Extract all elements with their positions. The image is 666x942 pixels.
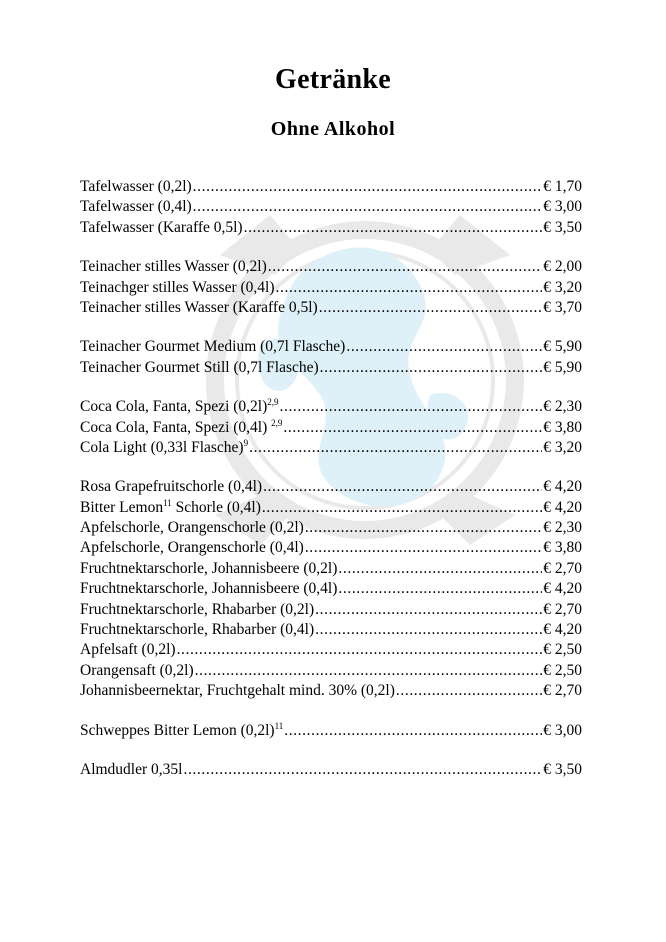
dot-leader (195, 661, 543, 681)
dot-leader (315, 620, 542, 640)
dot-leader (280, 397, 543, 417)
menu-item-name: Almdudler 0,35l (80, 760, 183, 778)
allergen-footnote: 2,9 (267, 397, 279, 408)
menu-item-price: € 4,20 (543, 621, 582, 639)
menu-item (80, 197, 582, 217)
menu-item (80, 397, 582, 417)
menu-item-name: Schweppes Bitter Lemon $(0,2l)^{11}$ (80, 720, 284, 739)
dot-leader (193, 177, 543, 197)
menu-item-price: € 5,90 (543, 358, 582, 376)
menu-item-name: Apfelschorle, Orangenschorle (0,4l) (80, 539, 304, 557)
menu-item-price: € 4,20 (543, 580, 582, 598)
dot-leader (268, 257, 542, 277)
menu-item-price: € 3,00 (543, 198, 582, 216)
menu-item (80, 760, 582, 780)
menu-item-name: Teinacher Gourmet Medium (0,7l Flasche) (80, 338, 346, 356)
allergen-footnote: 9 (243, 437, 249, 448)
menu-item-name: Johannisbeernektar, Fruchtgehalt mind. 30% (0,2l) (80, 682, 395, 700)
menu-item-price: € 3,80 (543, 539, 582, 557)
dot-leader (193, 197, 543, 217)
menu-item (80, 337, 582, 357)
menu-item-price: € 3,80 (543, 418, 582, 436)
menu-group (80, 760, 582, 780)
menu-item-name: Coca Cola, Fanta, Spezi (0,4l) $^{2,9}$ (80, 417, 283, 436)
menu-item-price: € 3,00 (543, 721, 582, 739)
menu-item (80, 218, 582, 238)
drinks-menu (80, 177, 582, 799)
menu-item-price: € 2,50 (543, 641, 582, 659)
menu-group (80, 257, 582, 318)
menu-item-name: Teinachger stilles Wasser (0,4l) (80, 278, 275, 296)
menu-item-price: € 2,00 (543, 258, 582, 276)
menu-item (80, 438, 582, 458)
menu-item (80, 177, 582, 197)
menu-item-name: Coca Cola, Fanta, Spezi $(0,2l)^{2,9}$ (80, 397, 279, 416)
menu-item-name: Tafelwasser (Karaffe 0,5l) (80, 218, 243, 236)
dot-leader (315, 600, 542, 620)
allergen-footnote: 11 (163, 497, 172, 508)
dot-leader (177, 640, 543, 660)
menu-item-name: Rosa Grapefruitschorle (0,4l) (80, 478, 263, 496)
menu-item (80, 358, 582, 378)
menu-item-price: € 5,90 (543, 338, 582, 356)
menu-item (80, 620, 582, 640)
allergen-footnote: 11 (274, 720, 284, 731)
dot-leader (244, 218, 543, 238)
menu-item-price: € 3,70 (543, 298, 582, 316)
menu-item-price: € 3,20 (543, 278, 582, 296)
menu-item-name: Apfelsaft (0,2l) (80, 641, 176, 659)
menu-item (80, 257, 582, 277)
menu-item-price: € 2,70 (543, 600, 582, 618)
dot-leader (262, 498, 542, 518)
menu-item (80, 538, 582, 558)
menu-group (80, 477, 582, 701)
dot-leader (305, 518, 542, 538)
menu-item-price: € 3,50 (543, 760, 582, 778)
menu-group (80, 337, 582, 378)
dot-leader (319, 298, 543, 318)
menu-item-price: € 2,30 (543, 519, 582, 537)
menu-item-price: € 2,70 (543, 559, 582, 577)
menu-group (80, 721, 582, 741)
menu-item-price: € 4,20 (543, 478, 582, 496)
menu-item-price: € 2,30 (543, 398, 582, 416)
dot-leader (284, 721, 542, 741)
dot-leader (283, 418, 542, 438)
menu-item (80, 278, 582, 298)
dot-leader (305, 538, 542, 558)
menu-item (80, 498, 582, 518)
menu-item-price: € 2,50 (543, 661, 582, 679)
dot-leader (249, 438, 542, 458)
menu-item-name: Teinacher stilles Wasser (0,2l) (80, 258, 267, 276)
menu-group (80, 397, 582, 458)
menu-item (80, 418, 582, 438)
dot-leader (276, 278, 543, 298)
menu-group (80, 177, 582, 238)
menu-item (80, 579, 582, 599)
menu-item-name: Fruchtnektarschorle, Johannisbeere (0,4l) (80, 580, 338, 598)
menu-item (80, 518, 582, 538)
dot-leader (183, 760, 542, 780)
menu-item (80, 721, 582, 741)
section-subtitle: Ohne Alkohol (270, 118, 396, 140)
allergen-footnote: 2,9 (271, 417, 283, 428)
menu-item (80, 477, 582, 497)
menu-item-name: Teinacher stilles Wasser (Karaffe 0,5l) (80, 298, 318, 316)
menu-item-price: € 4,20 (543, 498, 582, 516)
menu-item-name: Apfelschorle, Orangenschorle (0,2l) (80, 519, 304, 537)
menu-item-name: Fruchtnektarschorle, Rhabarber (0,4l) (80, 621, 315, 639)
menu-item-name: Tafelwasser (0,2l) (80, 178, 192, 195)
menu-item-price: € 3,20 (543, 438, 582, 456)
menu-item-price: € 3,50 (543, 218, 582, 236)
page-title: Getränke (275, 64, 391, 95)
dot-leader (320, 358, 543, 378)
menu-item (80, 600, 582, 620)
menu-item (80, 661, 582, 681)
menu-item-name: Fruchtnektarschorle, Rhabarber (0,2l) (80, 600, 315, 618)
dot-leader (346, 337, 542, 357)
menu-item-name: Orangensaft (0,2l) (80, 661, 194, 679)
menu-item-name: Fruchtnektarschorle, Johannisbeere (0,2l) (80, 559, 338, 577)
menu-item-price: € 1,70 (543, 178, 582, 195)
menu-item (80, 681, 582, 701)
menu-item-name: Bitter Lemon$^{11}$ Schorle (0,4l) (80, 497, 261, 516)
dot-leader (263, 477, 542, 497)
dot-leader (396, 681, 542, 701)
menu-item-name: Tafelwasser (0,4l) (80, 198, 192, 216)
menu-item (80, 298, 582, 318)
menu-item-name: Cola Light (0,33l Flasche)$^9$ (80, 437, 249, 456)
dot-leader (338, 559, 542, 579)
dot-leader (338, 579, 542, 599)
menu-item (80, 559, 582, 579)
menu-item-name: Teinacher Gourmet Still (0,7l Flasche) (80, 358, 319, 376)
menu-item-price: € 2,70 (543, 682, 582, 700)
menu-item (80, 640, 582, 660)
